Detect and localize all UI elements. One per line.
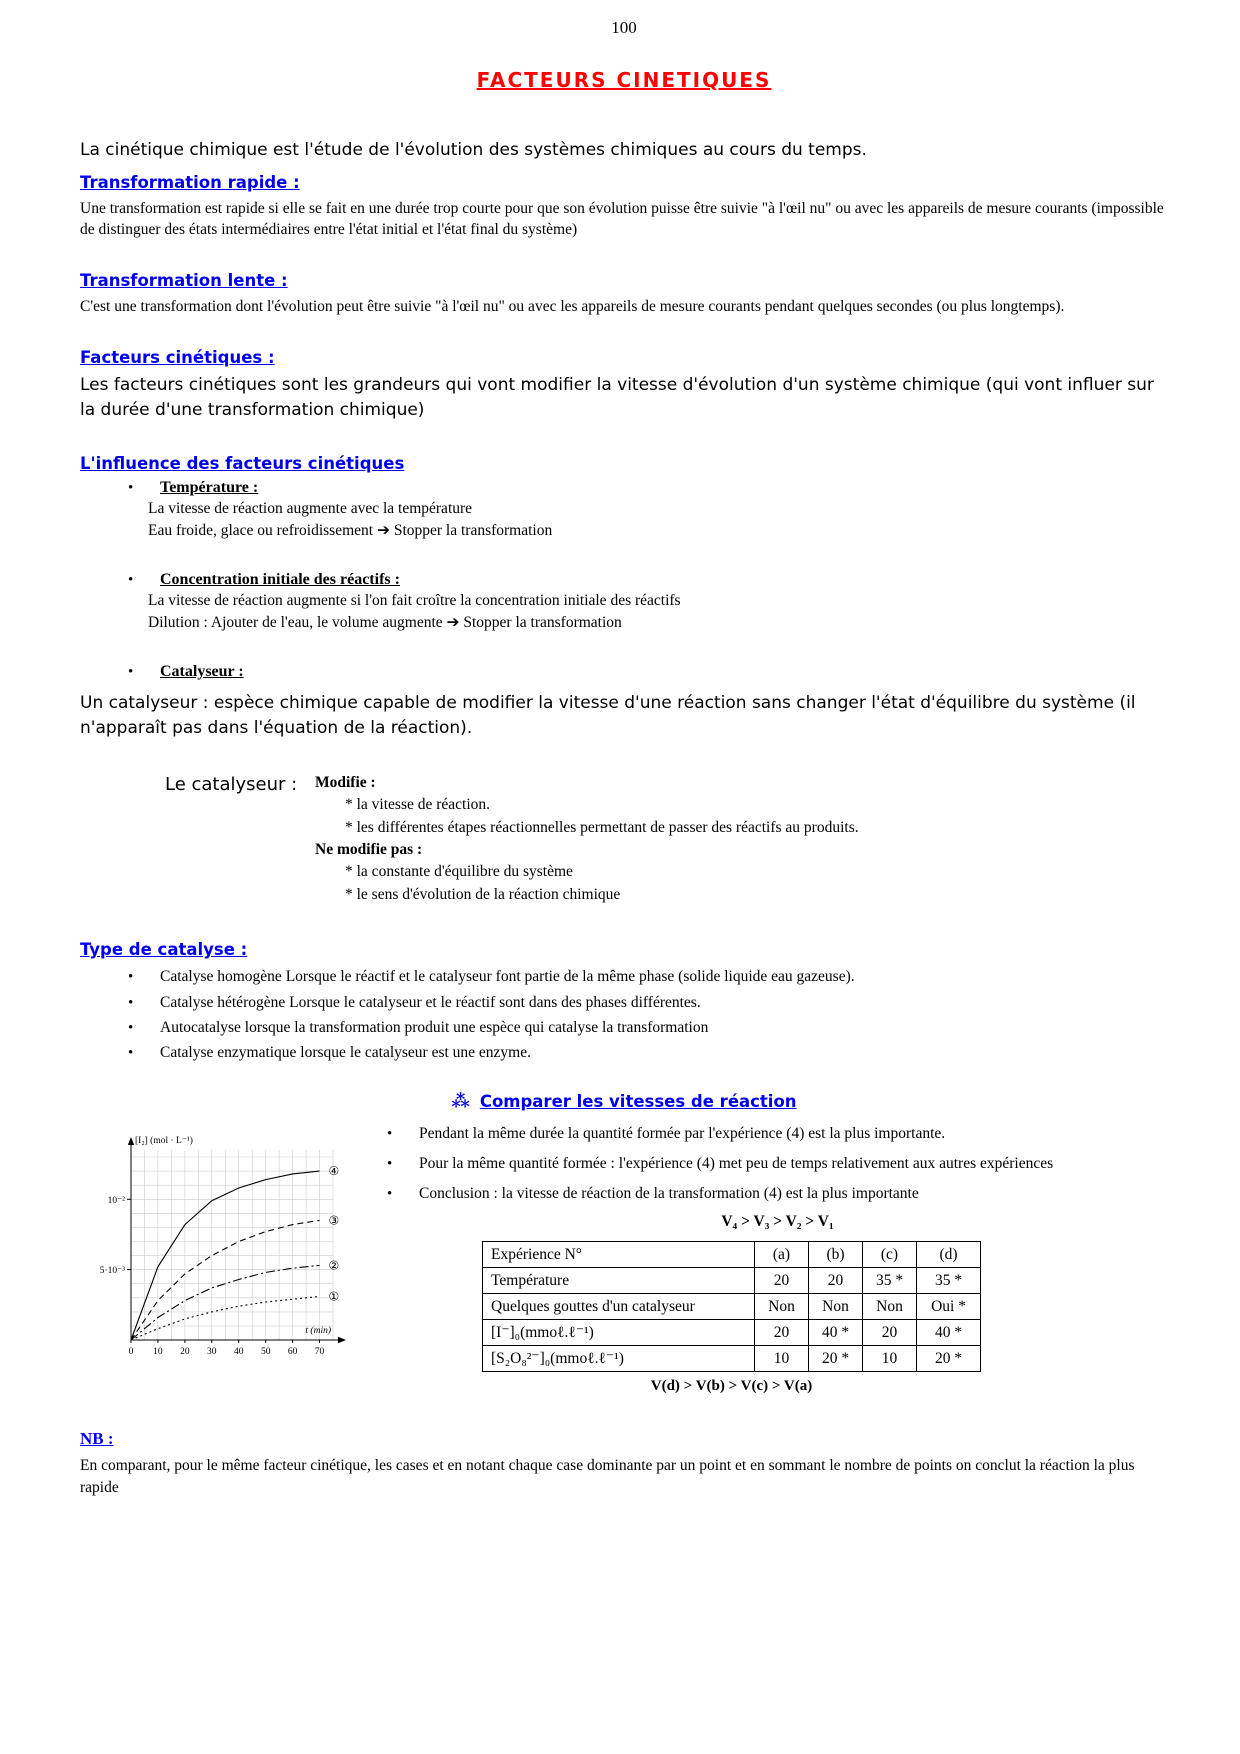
bullet-icon xyxy=(387,1123,419,1145)
svg-text:③: ③ xyxy=(328,1213,340,1228)
bullet-icon xyxy=(128,571,160,589)
svg-text:60: 60 xyxy=(287,1347,298,1358)
table-cell: 35 * xyxy=(863,1268,917,1294)
table-row-label: [I⁻]₀(mmoℓ.ℓ⁻¹) xyxy=(483,1320,755,1346)
svg-text:10: 10 xyxy=(153,1347,163,1358)
inequality-table: V(d) > V(b) > V(c) > V(a) xyxy=(650,1378,813,1395)
subheading-catalyseur: Catalyseur : xyxy=(160,662,244,680)
heading-comparer: Comparer les vitesses de réaction xyxy=(479,1092,797,1112)
intro-text: La cinétique chimique est l'étude de l'évolution des systèmes chimiques au cours du temps. xyxy=(80,140,867,160)
compare-bullet: Pour la même quantité formée : l'expérience (4) met peu de temps relativement aux autres expériences xyxy=(419,1155,1054,1173)
table-cell: 20 * xyxy=(917,1346,981,1372)
table-row-label: [S₂O₈²⁻]₀(mmoℓ.ℓ⁻¹) xyxy=(483,1346,755,1372)
table-row-label: Température xyxy=(483,1268,755,1294)
table-header-row xyxy=(483,1242,981,1268)
table-cell: 40 * xyxy=(809,1320,863,1346)
compare-section xyxy=(80,1122,1168,1395)
catalyse-item: Autocatalyse lorsque la transformation produit une espèce qui catalyse la transformation xyxy=(160,1018,709,1036)
svg-text:②: ② xyxy=(328,1258,340,1273)
table-cell: Non xyxy=(863,1294,917,1320)
bullet-icon xyxy=(128,479,160,497)
table-cell: 20 xyxy=(809,1268,863,1294)
table-header-cell: (b) xyxy=(809,1242,863,1268)
svg-text:20: 20 xyxy=(180,1347,190,1358)
svg-text:0: 0 xyxy=(128,1347,134,1358)
table-cell: 20 * xyxy=(809,1346,863,1372)
table-cell: 35 * xyxy=(917,1268,981,1294)
table-cell: 10 xyxy=(755,1346,809,1372)
table-row xyxy=(483,1294,981,1320)
table-cell: Non xyxy=(755,1294,809,1320)
svg-text:40: 40 xyxy=(233,1347,244,1358)
ne-modifie-heading: Ne modifie pas : xyxy=(315,840,423,858)
svg-text:5·10⁻³: 5·10⁻³ xyxy=(99,1266,125,1277)
svg-text:10⁻²: 10⁻² xyxy=(107,1196,125,1207)
concentration-line: Dilution : Ajouter de l'eau, le volume augmente ➔ Stopper la transformation xyxy=(148,614,622,632)
influence-item-concentration xyxy=(128,571,1168,635)
inequality-curves: V₄ > V₃ > V₂ > V₁ xyxy=(721,1213,834,1231)
table-cell: 20 xyxy=(863,1320,917,1346)
bullet-icon xyxy=(128,991,160,1015)
ne-modifie-item: * le sens d'évolution de la réaction chimique xyxy=(345,885,621,903)
page-number: 100 xyxy=(611,18,637,37)
kinetics-chart-svg xyxy=(85,1130,363,1368)
bullet-icon xyxy=(128,1041,160,1065)
heading-transformation-rapide: Transformation rapide : xyxy=(80,172,300,192)
paragraph-catalyseur-definition: Un catalyseur : espèce chimique capable de modifier la vitesse d'une réaction sans changer l'état d'équilibre du système (il n'apparaît pas dans l'équation de la réaction). xyxy=(80,692,1136,739)
catalyseur-label: Le catalyseur : xyxy=(165,773,298,795)
table-cell: 20 xyxy=(755,1320,809,1346)
modifie-item: * la vitesse de réaction. xyxy=(345,796,491,814)
experiments-table-wrap xyxy=(482,1241,981,1395)
modifie-heading: Modifie : xyxy=(315,773,376,791)
svg-text:[I₂] (mol · L⁻¹): [I₂] (mol · L⁻¹) xyxy=(135,1136,193,1147)
kinetics-chart xyxy=(85,1122,377,1395)
heading-facteurs-cinetiques: Facteurs cinétiques : xyxy=(80,347,275,367)
bullet-icon xyxy=(387,1153,419,1175)
bullet-icon xyxy=(387,1183,419,1205)
catalyse-item: Catalyse enzymatique lorsque le catalyseur est une enzyme. xyxy=(160,1044,531,1062)
influence-item-temperature xyxy=(128,479,1168,543)
svg-text:30: 30 xyxy=(207,1347,217,1358)
table-cell: Oui * xyxy=(917,1294,981,1320)
table-row-label: Quelques gouttes d'un catalyseur xyxy=(483,1294,755,1320)
temperature-line: La vitesse de réaction augmente avec la température xyxy=(148,499,473,517)
temperature-line: Eau froide, glace ou refroidissement ➔ Stopper la transformation xyxy=(148,522,553,540)
heading-type-catalyse: Type de catalyse : xyxy=(80,940,248,960)
svg-text:①: ① xyxy=(328,1289,340,1304)
catalyse-item: Catalyse hétérogène Lorsque le catalyseur et le réactif sont dans des phases différentes. xyxy=(160,993,701,1011)
table-header-cell: (a) xyxy=(755,1242,809,1268)
table-header-cell: Expérience N° xyxy=(483,1242,755,1268)
paragraph-nb: En comparant, pour le même facteur cinétique, les cases et en notant chaque case dominante par un point et en sommant le nombre de points on conclut la réaction la plus rapide xyxy=(80,1457,1135,1497)
svg-text:t (min): t (min) xyxy=(305,1326,331,1337)
type-catalyse-list xyxy=(128,965,1168,1065)
catalyseur-block xyxy=(165,772,1168,907)
compare-bullet: Conclusion : la vitesse de réaction de la transformation (4) est la plus importante xyxy=(419,1185,919,1203)
paragraph-transformation-rapide: Une transformation est rapide si elle se fait en une durée trop courte pour que son évolution puisse être suivie "à l'œil nu" ou avec les appareils de mesure courants (impossible de distinguer des états intermédiaires entre l'état initial et l'état final du système) xyxy=(80,199,1164,239)
paragraph-transformation-lente: C'est une transformation dont l'évolution peut être suivie "à l'œil nu" ou avec les appareils de mesure courants pendant quelques secondes (ou plus longtemps). xyxy=(80,298,1065,316)
bullet-icon xyxy=(128,965,160,989)
compare-bullet: Pendant la même durée la quantité formée par l'expérience (4) est la plus importante. xyxy=(419,1125,946,1143)
concentration-line: La vitesse de réaction augmente si l'on fait croître la concentration initiale des réactifs xyxy=(148,591,681,609)
bullet-icon xyxy=(128,1016,160,1040)
subheading-temperature: Température : xyxy=(160,478,259,496)
experiments-table xyxy=(482,1241,981,1372)
heading-transformation-lente: Transformation lente : xyxy=(80,271,288,291)
bullet-icon xyxy=(128,663,160,681)
catalyse-item: Catalyse homogène Lorsque le réactif et le catalyseur font partie de la même phase (solide liquide eau gazeuse). xyxy=(160,968,855,986)
heading-influence: L'influence des facteurs cinétiques xyxy=(80,453,405,473)
paragraph-facteurs-cinetiques: Les facteurs cinétiques sont les grandeurs qui vont modifier la vitesse d'évolution d'un système chimique (qui vont influer sur la durée d'une transformation chimique) xyxy=(80,374,1154,421)
modifie-item: * les différentes étapes réactionnelles permettant de passer des réactifs au produits. xyxy=(345,818,859,836)
table-cell: 20 xyxy=(755,1268,809,1294)
table-header-cell: (d) xyxy=(917,1242,981,1268)
table-cell: 10 xyxy=(863,1346,917,1372)
svg-text:④: ④ xyxy=(328,1164,340,1179)
table-row xyxy=(483,1320,981,1346)
table-row xyxy=(483,1346,981,1372)
page-title: FACTEURS CINETIQUES xyxy=(476,68,772,92)
table-row xyxy=(483,1268,981,1294)
ne-modifie-item: * la constante d'équilibre du système xyxy=(345,863,573,881)
influence-item-catalyseur xyxy=(128,663,1168,681)
table-cell: 40 * xyxy=(917,1320,981,1346)
asterism-icon: ⁂ xyxy=(451,1091,470,1112)
table-cell: Non xyxy=(809,1294,863,1320)
heading-nb: NB : xyxy=(80,1429,114,1449)
table-header-cell: (c) xyxy=(863,1242,917,1268)
svg-text:70: 70 xyxy=(314,1347,325,1358)
svg-text:50: 50 xyxy=(260,1347,271,1358)
subheading-concentration: Concentration initiale des réactifs : xyxy=(160,570,400,588)
